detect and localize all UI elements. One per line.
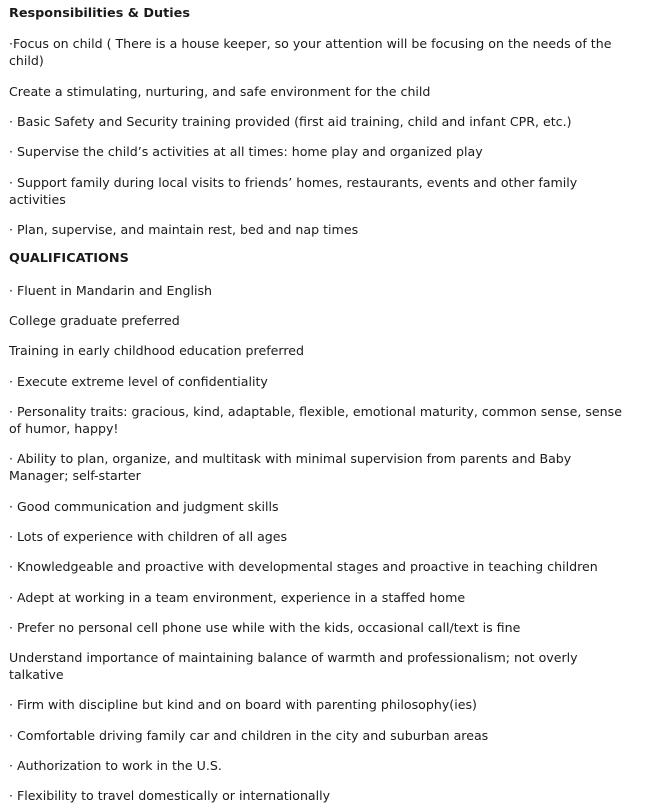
qualification-item: · Lots of experience with children of all ages (9, 529, 288, 544)
qualification-item: · Prefer no personal cell phone use while with the kids, occasional call/text is fine (9, 620, 521, 635)
qualification-item: Training in early childhood education preferred (9, 343, 304, 358)
qualification-item: · Firm with discipline but kind and on board with parenting philosophy(ies) (9, 697, 477, 712)
qualification-item: College graduate preferred (9, 313, 180, 328)
qualification-item: · Personality traits: gracious, kind, adaptable, flexible, emotional maturity, common sense, sense of humor, happy! (9, 404, 622, 436)
qualification-item: · Comfortable driving family car and children in the city and suburban areas (9, 728, 489, 743)
qualification-item: · Fluent in Mandarin and English (9, 283, 212, 298)
responsibility-item: Create a stimulating, nurturing, and safe environment for the child (9, 84, 431, 99)
responsibilities-heading: Responsibilities & Duties (9, 6, 190, 21)
responsibility-item: ·Focus on child ( There is a house keeper, so your attention will be focusing on the needs of the child) (9, 36, 612, 68)
qualification-item: · Knowledgeable and proactive with developmental stages and proactive in teaching children (9, 559, 598, 574)
qualification-item: · Execute extreme level of confidentiality (9, 374, 268, 389)
qualification-item: Understand importance of maintaining balance of warmth and professionalism; not overly talkative (9, 650, 578, 682)
responsibility-item: · Basic Safety and Security training provided (first aid training, child and infant CPR, etc.) (9, 114, 572, 129)
responsibility-item: · Plan, supervise, and maintain rest, bed and nap times (9, 222, 359, 237)
qualification-item: · Authorization to work in the U.S. (9, 758, 222, 773)
qualification-item: · Good communication and judgment skills (9, 499, 279, 514)
qualification-item: · Ability to plan, organize, and multitask with minimal supervision from parents and Baby Manager; self-starter (9, 451, 572, 483)
responsibility-item: · Supervise the child’s activities at all times: home play and organized play (9, 144, 483, 159)
qualification-item: · Adept at working in a team environment, experience in a staffed home (9, 590, 466, 605)
qualifications-heading: QUALIFICATIONS (9, 251, 129, 266)
responsibility-item: · Support family during local visits to friends’ homes, restaurants, events and other family activities (9, 175, 578, 207)
qualification-item: · Flexibility to travel domestically or internationally (9, 788, 331, 803)
